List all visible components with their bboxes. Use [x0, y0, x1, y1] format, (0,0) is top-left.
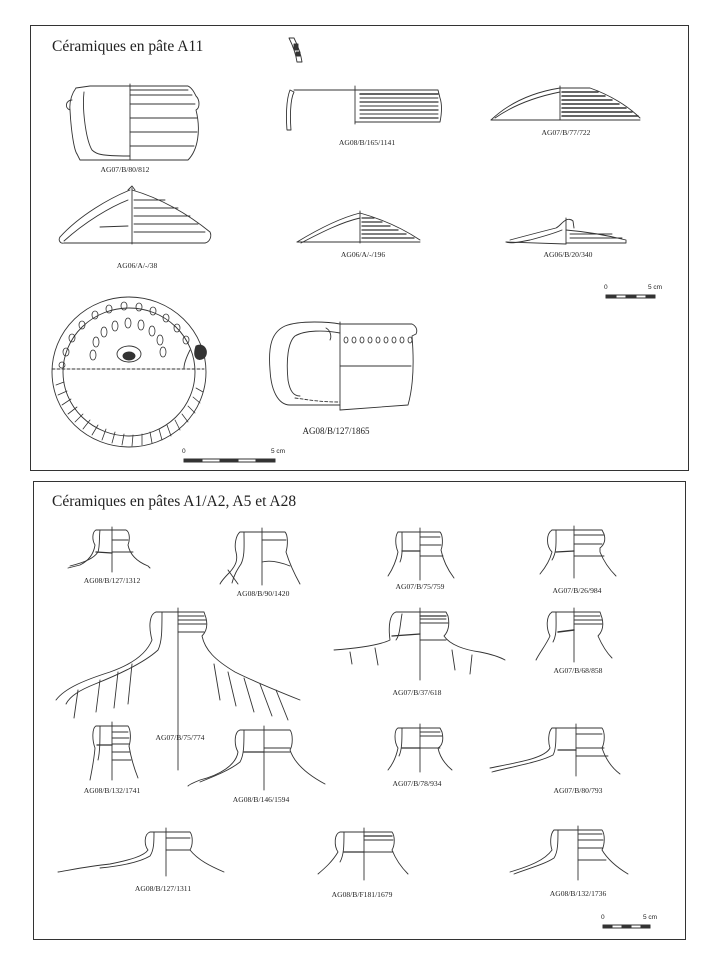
- label-ag08-b-127-1312: AG08/B/127/1312: [83, 576, 141, 585]
- label-ag07-b-26-984: AG07/B/26/984: [552, 586, 602, 595]
- sherd-drawing-ag08-b-165-1141: [286, 38, 441, 130]
- scale-bar-bottom-a11: [184, 459, 275, 462]
- sherd-drawing-ag07-b-37-618: [334, 608, 505, 680]
- sherd-drawing-ag07-b-77-722: [491, 86, 640, 120]
- label-ag08-b-132-1736: AG08/B/132/1736: [549, 889, 607, 898]
- label-ag06-b-20-340: AG06/B/20/340: [543, 250, 593, 259]
- sherd-drawing-ag08-b-127-1312: [68, 527, 150, 572]
- sherd-drawing-ag07-b-78-934: [388, 724, 452, 772]
- label-ag07-b-75-774: AG07/B/75/774: [155, 733, 205, 742]
- sherd-drawing-ag08-b-f181-1679: [318, 828, 408, 880]
- label-ag07-b-75-759: AG07/B/75/759: [395, 582, 445, 591]
- sherd-drawing-ag07-b-75-759: [388, 528, 454, 580]
- sherd-drawing-ag08-b-90-1420: [220, 528, 300, 585]
- scale-bar-a1: [603, 925, 650, 928]
- sherd-drawing-ag06-a-196: [297, 211, 420, 243]
- scale-bottom-five: 5 cm: [271, 448, 286, 455]
- sherd-drawing-ag08-b-146-1594: [188, 726, 325, 790]
- sherd-drawing-ag08-b-127-1311: [58, 828, 224, 876]
- scale-a1-zero: 0: [601, 914, 605, 921]
- panel-a11-title: Céramiques en pâte A11: [52, 38, 204, 55]
- sherd-drawing-ag07-b-68-858: [536, 608, 612, 662]
- label-ag08-b-165-1141: AG08/B/165/1141: [338, 138, 396, 147]
- panel-a1-title: Céramiques en pâtes A1/A2, A5 et A28: [52, 493, 297, 510]
- sherd-drawing-ag08-b-132-1736: [510, 826, 628, 880]
- sherd-drawing-ag07-b-80-793: [490, 724, 620, 776]
- label-ag07-b-68-858: AG07/B/68/858: [553, 666, 603, 675]
- label-ag07-b-78-934: AG07/B/78/934: [392, 779, 442, 788]
- scale-bar-top: [606, 295, 655, 298]
- scale-top-zero: 0: [604, 284, 608, 291]
- label-ag08-b-127-1865: AG08/B/127/1865: [302, 426, 370, 436]
- label-ag07-b-37-618: AG07/B/37/618: [392, 688, 442, 697]
- label-ag08-b-132-1741: AG08/B/132/1741: [83, 786, 141, 795]
- scale-bottom-zero: 0: [182, 448, 186, 455]
- label-ag08-b-90-1420: AG08/B/90/1420: [236, 589, 290, 598]
- label-ag08-b-146-1594: AG08/B/146/1594: [232, 795, 290, 804]
- sherd-drawing-ag08-b-132-1741: [90, 722, 138, 780]
- label-ag08-b-f181-1679: AG08/B/F181/1679: [331, 890, 393, 899]
- sherd-drawing-ag07-b-75-774: [56, 608, 300, 770]
- lamp-top-view-drawing: [52, 297, 206, 447]
- sherd-drawing-ag07-b-26-984: [540, 526, 616, 578]
- label-ag08-b-127-1311: AG08/B/127/1311: [134, 884, 192, 893]
- scale-a1-five: 5 cm: [643, 914, 658, 921]
- label-ag07-b-80-793: AG07/B/80/793: [553, 786, 603, 795]
- scale-top-five: 5 cm: [648, 284, 663, 291]
- sherd-drawing-ag06-b-20-340: [506, 218, 626, 244]
- label-ag06-a-196: AG06/A/-/196: [340, 250, 386, 259]
- sherd-drawing-ag07-b-80-812: [66, 84, 199, 160]
- label-ag07-b-80-812: AG07/B/80/812: [100, 165, 150, 174]
- sherd-drawing-ag06-a-38: [59, 186, 211, 244]
- sherd-drawing-ag08-b-127-1865: [270, 322, 417, 410]
- label-ag06-a-38: AG06/A/-/38: [116, 261, 158, 270]
- label-ag07-b-77-722: AG07/B/77/722: [541, 128, 591, 137]
